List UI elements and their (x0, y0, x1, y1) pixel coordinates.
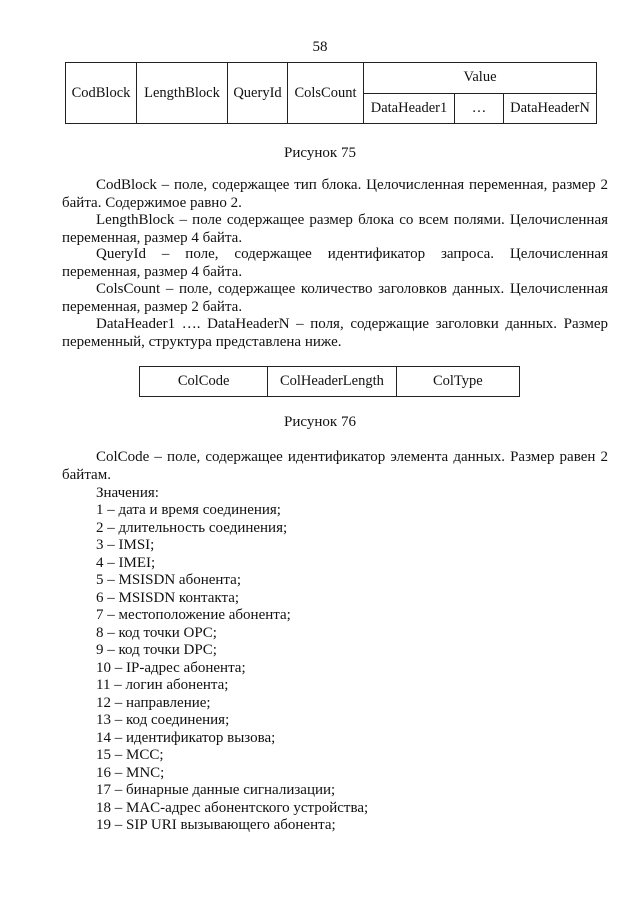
list-item: 14 – идентификатор вызова; (96, 730, 276, 746)
list-item: 18 – MAC-адрес абонентского устройства; (96, 800, 369, 816)
desc-colscount: ColsCount – поле, содержащее количество заголовков данных. Целочисленная переменная, размер 2 байта. (62, 281, 608, 315)
desc-dataheaders: DataHeader1 …. DataHeaderN – поля, содержащие заголовки данных. Размер переменный, структура представлена ниже. (62, 316, 608, 350)
list-item: 10 – IP-адрес абонента; (96, 660, 246, 676)
list-item: 6 – MSISDN контакта; (96, 590, 240, 606)
list-item: 12 – направление; (96, 695, 211, 711)
figure-75-table (65, 62, 597, 124)
header-codblock: CodBlock (66, 63, 137, 124)
values-label: Значения: (96, 485, 159, 501)
list-item: 17 – бинарные данные сигнализации; (96, 782, 336, 798)
list-item: 8 – код точки OPC; (96, 625, 217, 641)
page-number: 58 (312, 39, 328, 55)
subheader-dataheadern: DataHeaderN (504, 93, 597, 124)
subheader-dataheader1: DataHeader1 (364, 93, 455, 124)
list-item: 13 – код соединения; (96, 712, 230, 728)
list-item: 3 – IMSI; (96, 537, 155, 553)
header-colscount: ColsCount (288, 63, 364, 124)
list-item: 11 – логин абонента; (96, 677, 229, 693)
desc-lengthblock: LengthBlock – поле содержащее размер блока со всем полями. Целочисленная переменная, размер 4 байта. (62, 212, 608, 246)
list-item: 2 – длительность соединения; (96, 520, 288, 536)
list-item: 1 – дата и время соединения; (96, 502, 281, 518)
list-item: 19 – SIP URI вызывающего абонента; (96, 817, 336, 833)
list-item: 5 – MSISDN абонента; (96, 572, 241, 588)
header-lengthblock: LengthBlock (137, 63, 228, 124)
desc-queryid: QueryId – поле, содержащее идентификатор запроса. Целочисленная переменная, размер 4 байта. (62, 246, 608, 280)
header-queryid: QueryId (228, 63, 288, 124)
subheader-ellipsis: … (455, 93, 504, 124)
list-item: 15 – MCC; (96, 747, 164, 763)
figure-76-table (139, 366, 520, 397)
caption-figure-76: Рисунок 76 (284, 414, 356, 430)
header-colheaderlength: ColHeaderLength (268, 367, 396, 397)
header-colcode: ColCode (140, 367, 268, 397)
header-value: Value (364, 63, 597, 94)
desc-codblock: CodBlock – поле, содержащее тип блока. Целочисленная переменная, размер 2 байта. Содержимое равно 2. (62, 177, 608, 211)
caption-figure-75: Рисунок 75 (284, 145, 356, 161)
header-coltype: ColType (396, 367, 519, 397)
list-item: 9 – код точки DPC; (96, 642, 217, 658)
list-item: 7 – местоположение абонента; (96, 607, 291, 623)
list-item: 16 – MNC; (96, 765, 165, 781)
list-item: 4 – IMEI; (96, 555, 156, 571)
desc-colcode: ColCode – поле, содержащее идентификатор элемента данных. Размер равен 2 байтам. (62, 449, 608, 483)
